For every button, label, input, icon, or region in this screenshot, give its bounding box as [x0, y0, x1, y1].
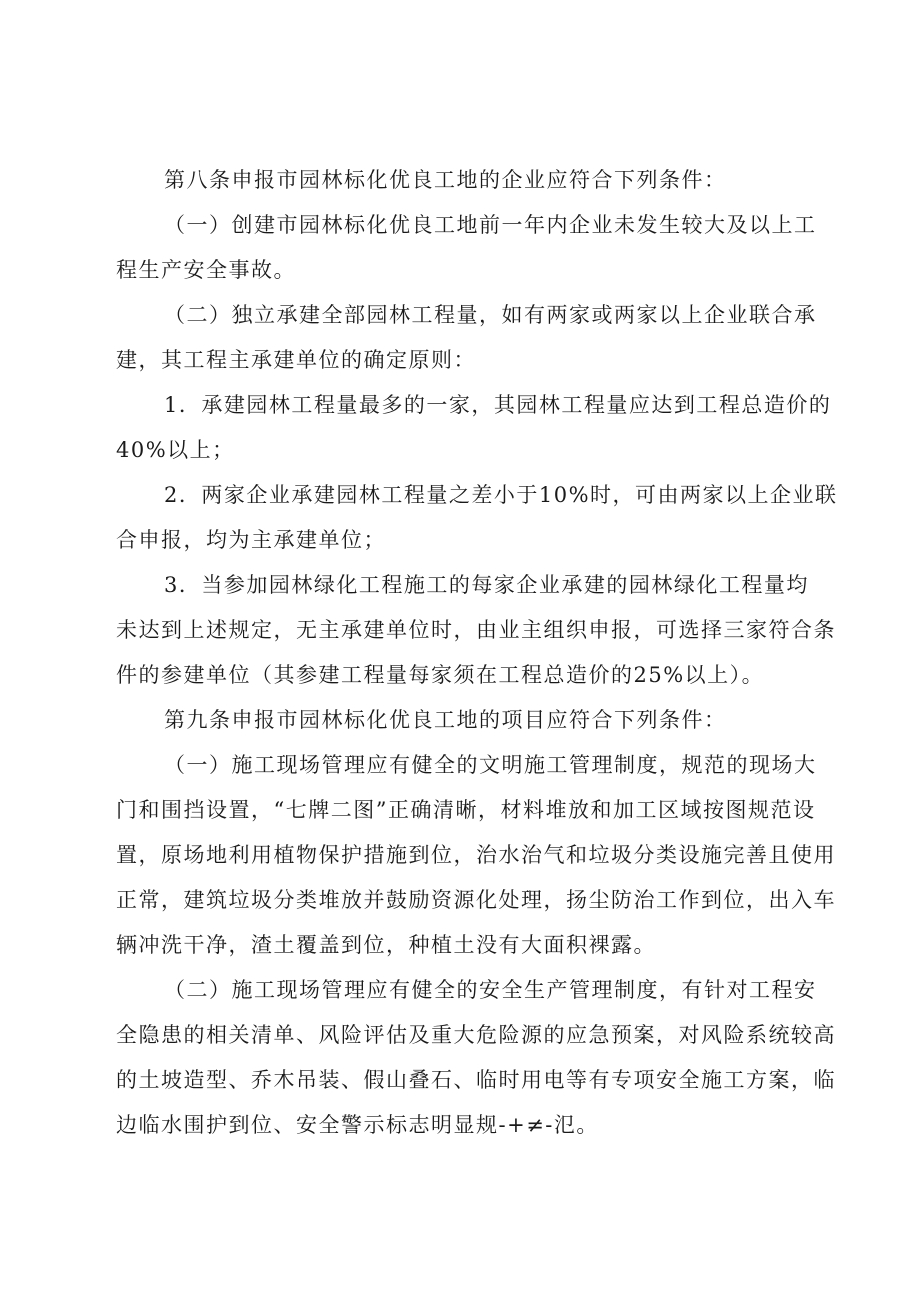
article-9-item-1-line-4: 正常，建筑垃圾分类堆放并鼓励资源化处理，扬尘防治工作到位，出入车	[116, 888, 836, 912]
article-9-item-1-line-3: 置，原场地利用植物保护措施到位，治水治气和垃圾分类设施完善且使用	[116, 843, 836, 867]
article-9-item-2-line-4: 边临水围护到位、安全警示标志明显规-+≠-氾。	[116, 1113, 599, 1137]
principle-1-line-2: 40%以上；	[116, 438, 235, 462]
article-9-item-2-line-3: 的土坡造型、乔木吊装、假山叠石、临时用电等有专项安全施工方案，临	[116, 1068, 836, 1092]
article-8-item-1-line-2: 程生产安全事故。	[116, 258, 296, 282]
principle-1-line-1: 1．承建园林工程量最多的一家，其园林工程量应达到工程总造价的	[164, 393, 832, 417]
article-9-heading: 第九条申报市园林标化优良工地的项目应符合下列条件：	[164, 708, 727, 732]
article-8-item-2-line-2: 建，其工程主承建单位的确定原则：	[116, 348, 476, 372]
article-8-item-1-line-1: （一）创建市园林标化优良工地前一年内企业未发生较大及以上工	[164, 213, 817, 237]
article-8-heading: 第八条申报市园林标化优良工地的企业应符合下列条件：	[164, 168, 727, 192]
article-9-item-2-line-1: （二）施工现场管理应有健全的安全生产管理制度，有针对工程安	[164, 978, 817, 1002]
principle-3-line-3: 件的参建单位（其参建工程量每家须在工程总造价的25%以上）。	[116, 663, 765, 687]
principle-3-line-1: 3．当参加园林绿化工程施工的每家企业承建的园林绿化工程量均	[164, 573, 809, 597]
article-9-item-1-line-1: （一）施工现场管理应有健全的文明施工管理制度，规范的现场大	[164, 753, 817, 777]
principle-3-line-2: 未达到上述规定，无主承建单位时，由业主组织申报，可选择三家符合条	[116, 618, 836, 642]
article-9-item-2-line-2: 全隐患的相关清单、风险评估及重大危险源的应急预案，对风险系统较高	[116, 1023, 836, 1047]
principle-2-line-1: 2．两家企业承建园林工程量之差小于10%时，可由两家以上企业联	[164, 483, 838, 507]
principle-2-line-2: 合申报，均为主承建单位；	[116, 528, 386, 552]
article-9-item-1-line-5: 辆冲洗干净，渣土覆盖到位，种植土没有大面积裸露。	[116, 933, 656, 957]
article-9-item-1-line-2: 门和围挡设置，“七牌二图”正确清晰，材料堆放和加工区域按图规范设	[116, 798, 816, 822]
article-8-item-2-line-1: （二）独立承建全部园林工程量，如有两家或两家以上企业联合承	[164, 303, 817, 327]
